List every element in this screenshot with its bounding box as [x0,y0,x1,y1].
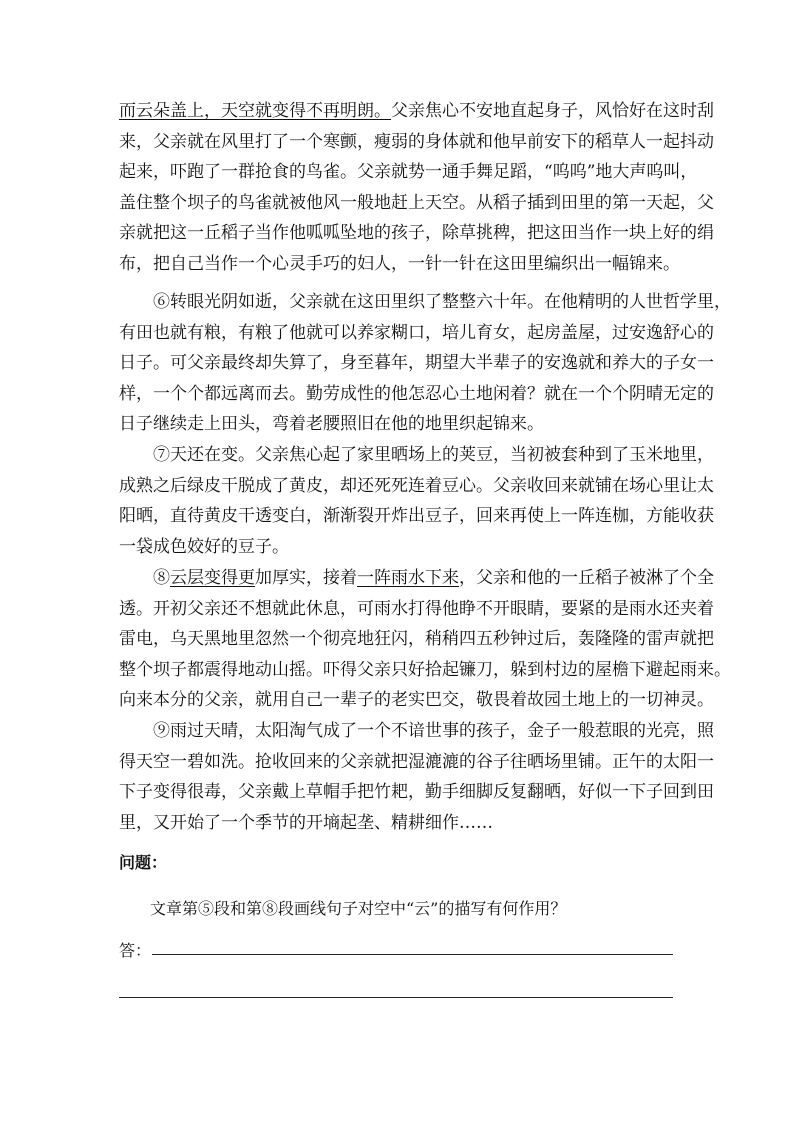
paragraph-line: 雷电，乌天黑地里忽然一个彻亮地狂闪，稍稍四五秒钟过后，轰隆隆的雷声就把 [119,629,714,650]
underlined-phrase: 云层变得更 [170,568,255,588]
underlined-phrase: 一阵雨水下来 [357,568,459,588]
paragraph-5 [119,96,714,280]
paragraph-line: 亲就把这一丘稻子当作他呱呱坠地的孩子，除草挑稗，把这田当作一块上好的绢 [119,223,714,244]
question-label: 问题： [119,853,168,872]
paragraph-line: 有田也就有粮，有粮了他就可以养家糊口，培儿育女，起房盖屋，过安逸舒心的 [119,322,714,343]
paragraph-line: ⑥转眼光阴如逝，父亲就在这田里织了整整六十年。在他精明的人世哲学里， [153,292,731,312]
underlined-sentence: 而云朵盖上，天空就变得不再明朗。 [119,101,391,121]
paragraph-line: 下子变得很毒，父亲戴上草帽手把竹耙，勤手细脚反复翻晒，好似一下子回到田 [119,782,714,803]
paragraph-9 [119,716,714,838]
paragraph-line: 而云朵盖上，天空就变得不再明朗。父亲焦心不安地直起身子，风恰好在这时刮 [119,101,714,121]
paragraph-line: 成熟之后绿皮干脱成了黄皮，却还死死连着豆心。父亲收回来就铺在场心里让太 [119,475,714,496]
paragraph-line: ⑧云层变得更加厚实，接着一阵雨水下来，父亲和他的一丘稻子被淋了个全 [153,568,714,588]
answer-line[interactable] [119,997,673,998]
paragraph-line: 里，又开始了一个季节的开墒起垄、精耕细作…… [119,812,493,833]
paragraph-line: 来，父亲就在风里打了一个寒颤，瘦弱的身体就和他早前安下的稻草人一起抖动 [119,131,714,152]
paragraph-line: 透。开初父亲还不想就此休息，可雨水打得他睁不开眼睛，要紧的是雨水还夹着 [119,598,714,619]
paragraph-6 [119,287,731,440]
paragraph-line: 整个坝子都震得地动山摇。吓得父亲只好拾起镰刀，躲到村边的屋檐下避起雨来。 [119,659,731,680]
paragraph-line: 布，把自己当作一个心灵手巧的妇人，一针一针在这田里编织出一幅锦来。 [119,253,680,274]
paragraph-line: ⑦天还在变。父亲焦心起了家里晒场上的荚豆，当初被套种到了玉米地里， [153,445,714,465]
paragraph-line: ⑨雨过天晴，太阳淘气成了一个不谙世事的孩子，金子一般惹眼的光亮，照 [153,721,714,741]
paragraph-8 [119,563,731,716]
paragraph-line: 阳晒，直待黄皮干透变白，渐渐裂开炸出豆子，回来再使上一阵连枷，方能收获 [119,506,714,527]
answer-line[interactable] [152,954,673,955]
paragraph-line: 一袋成色姣好的豆子。 [119,536,289,557]
paragraph-line: 日子。可父亲最终却失算了，身至暮年，期望大半辈子的安逸就和养大的子女一 [119,353,714,374]
paragraph-line: 起来，吓跑了一群抢食的鸟雀。父亲就势一通手舞足蹈，“呜呜”地大声呜叫， [119,162,698,183]
paragraph-line: 盖住整个坝子的鸟雀就被他风一般地赶上天空。从稻子插到田里的第一天起，父 [119,192,714,213]
paragraph-line: 日子继续走上田头，弯着老腰照旧在他的地里织起锦来。 [119,414,544,435]
paragraph-7 [119,440,714,562]
paragraph-line: 向来本分的父亲，就用自己一辈子的老实巴交，敬畏着故园土地上的一切神灵。 [119,690,714,711]
answer-label: 答： [119,941,152,960]
question-text: 文章第⑤段和第⑧段画线句子对空中“云”的描写有何作用？ [150,899,567,918]
paragraph-line: 样，一个个都远离而去。勤劳成性的他怎忍心土地闲着？就在一个个阴晴无定的 [119,383,714,404]
paragraph-line: 得天空一碧如洗。抢收回来的父亲就把湿漉漉的谷子往晒场里铺。正午的太阳一 [119,751,714,772]
